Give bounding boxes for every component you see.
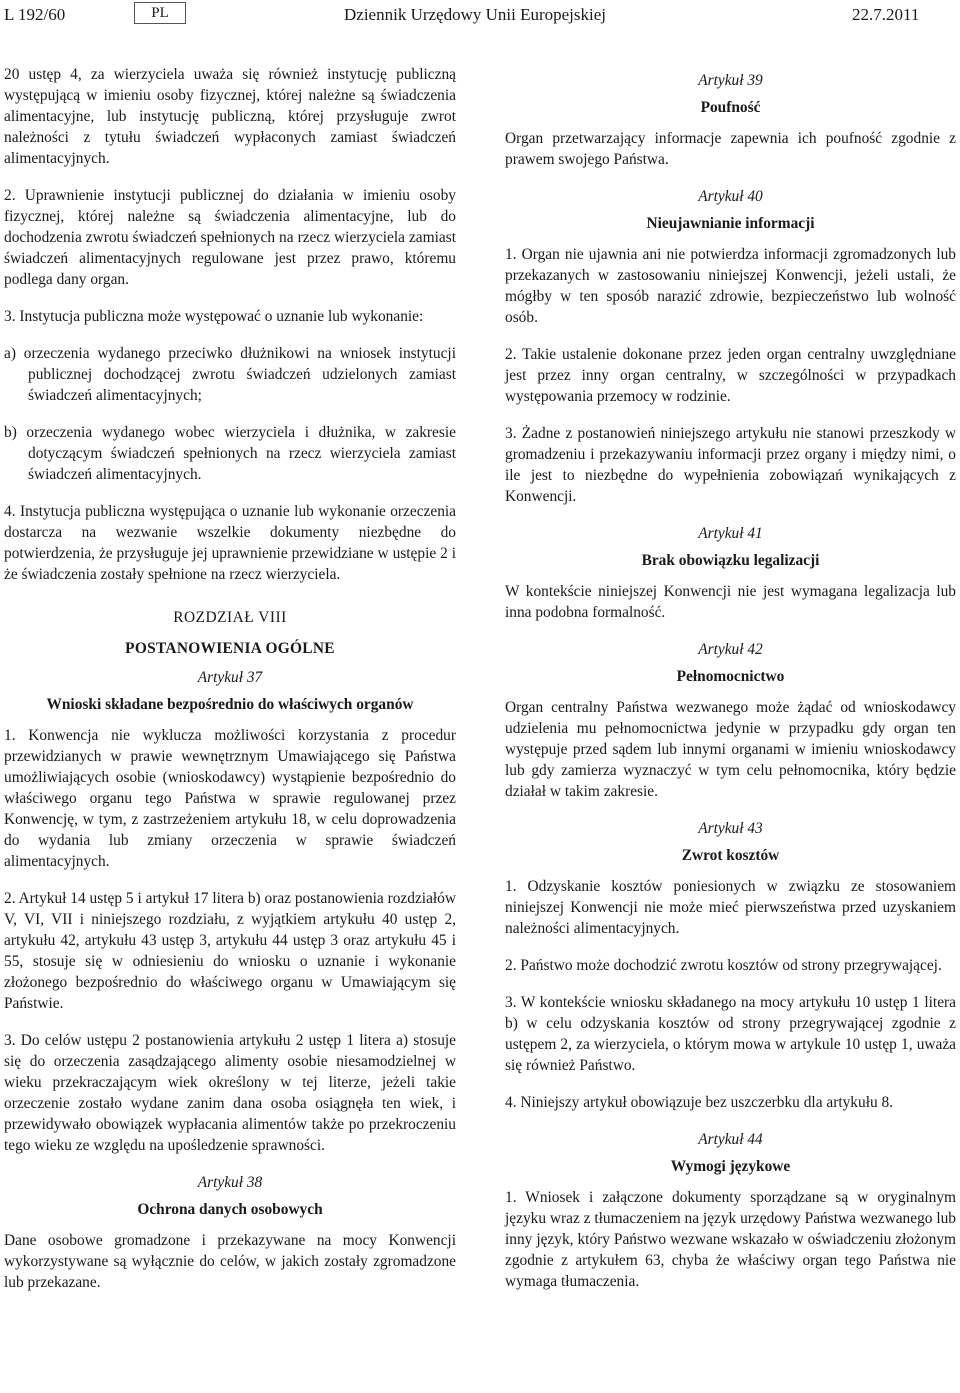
page-header: [0, 0, 960, 30]
article-number: Artykuł 44: [698, 1131, 763, 1148]
page-number: L 192/60: [4, 5, 66, 24]
paragraph: 1. Konwencja nie wyklucza możliwości korzystania z procedur przewidzianych w prawie wewnętrznym Umawiającego się Państwa umożliwiających osobie (wnioskodawcy) wystąpienie bezpośrednio do właściwego organu tego Państwa w sprawie regulowanej przez Konwencję, w tym, z zastrzeżeniem artykułu 18, w celu doprowadzenia do wydania lub zmiany orzeczenia w sprawie świadczeń alimentacyjnych.: [4, 727, 456, 870]
paragraph: 1. Odzyskanie kosztów poniesionych w związku ze stosowaniem niniejszej Konwencji nie może mieć pierwszeństwa przed uzyskaniem należności alimentacyjnych.: [505, 878, 956, 937]
paragraph: 3. Instytucja publiczna może występować o uznanie lub wykonanie:: [4, 308, 424, 325]
paragraph: 4. Instytucja publiczna występująca o uznanie lub wykonanie orzeczenia dostarcza na wezwanie wszelkie dokumenty niezbędne do potwierdzenia, że przysługuje jej uprawnienie przewidziane w ustępie 2 i że świadczenia zostały spełnione na rzecz wierzyciela.: [4, 503, 456, 583]
paragraph: 3. Żadne z postanowień niniejszego artykułu nie stanowi przeszkody w gromadzeniu i przekazywaniu informacji przez organy i między nimi, o ile jest to niezbędne do wypełnienia zobowiązań wynikających z Konwencji.: [505, 425, 956, 505]
article-title: Ochrona danych osobowych: [137, 1201, 323, 1218]
left-column: [4, 64, 456, 1309]
publication-date: 22.7.2011: [852, 5, 920, 24]
article-number: Artykuł 37: [197, 669, 263, 686]
article-number: Artykuł 38: [197, 1174, 263, 1191]
article-title: Nieujawnianie informacji: [646, 215, 815, 232]
paragraph: 2. Artykuł 14 ustęp 5 i artykuł 17 litera b) oraz postanowienia rozdziałów V, VI, VII i niniejszego rozdziału, z wyjątkiem artykułu 40 ustęp 2, artykułu 42, artykułu 43 ustęp 3, artykułu 44 ustęp 3 oraz artykułu 45 i 55, stosuje się w odniesieniu do wniosku o uznanie i wykonanie złożonego bezpośrednio do właściwego organu w Umawiającym się Państwie.: [4, 890, 456, 1012]
list-item: a) orzeczenia wydanego przeciwko dłużnikowi na wniosek instytucji publicznej dochodzącej zwrotu świadczeń udzielonych zamiast świadczeń alimentacyjnych;: [4, 345, 456, 404]
article-title: Wnioski składane bezpośrednio do właściwych organów: [46, 696, 414, 713]
article-number: Artykuł 40: [698, 188, 763, 205]
paragraph: 1. Wniosek i załączone dokumenty sporządzane są w oryginalnym języku wraz z tłumaczeniem na język urzędowy Państwa wezwanego lub inny język, który Państwo wezwane wskazało w oświadczeniu złożonym zgodnie z artykułem 63, chyba że właściwy organ tego Państwa nie wymaga tłumaczenia.: [505, 1189, 956, 1290]
paragraph: W kontekście niniejszej Konwencji nie jest wymagana legalizacja lub inna podobna formalność.: [505, 583, 956, 621]
paragraph: 2. Uprawnienie instytucji publicznej do działania w imieniu osoby fizycznej, której należne są świadczenia alimentacyjne, lub do dochodzenia zwrotu świadczeń spełnionych na rzecz wierzyciela zamiast świadczeń alimentacyjnych regulowane jest przez prawo, któremu podlega dany organ.: [4, 187, 456, 288]
chapter-title: POSTANOWIENIA OGÓLNE: [125, 640, 335, 657]
paragraph: 4. Niniejszy artykuł obowiązuje bez uszczerbku dla artykułu 8.: [505, 1094, 894, 1111]
article-title: Pełnomocnictwo: [676, 668, 785, 685]
list-item: b) orzeczenia wydanego wobec wierzyciela i dłużnika, w zakresie dotyczącym świadczeń spełnionych na rzecz wierzyciela zamiast świadczeń alimentacyjnych.: [4, 424, 456, 483]
article-number: Artykuł 42: [698, 641, 763, 658]
article-number: Artykuł 39: [698, 72, 763, 89]
language-badge: PL: [134, 2, 186, 24]
paragraph: 3. Do celów ustępu 2 postanowienia artykułu 2 ustęp 1 litera a) stosuje się do orzeczenia zasądzającego alimenty osobie niesamodzielnej w wieku przekraczającym wiek określony w tej literze, jeżeli takie orzeczenie zostało wydane zanim dana osoba osiągnęła ten wiek, i przewidywało obowiązek wypłacania alimentów także po przekroczeniu tego wieku ze względu na upośledzenie sprawności.: [4, 1032, 456, 1154]
article-title: Poufność: [700, 99, 761, 116]
article-number: Artykuł 43: [698, 820, 763, 837]
right-column: [505, 64, 956, 1308]
paragraph: 1. Organ nie ujawnia ani nie potwierdza informacji zgromadzonych lub przekazanych w zastosowaniu niniejszej Konwencji, jeżeli ustali, że mógłby w ten sposób narazić zdrowie, bezpieczeństwo lub wolność osób.: [505, 246, 956, 326]
article-number: Artykuł 41: [698, 525, 763, 542]
paragraph: 2. Takie ustalenie dokonane przez jeden organ centralny uwzględniane jest przez inny organ centralny, w szczególności w przypadkach występowania przemocy w rodzinie.: [505, 346, 956, 405]
article-title: Wymogi językowe: [670, 1158, 791, 1175]
journal-title: Dziennik Urzędowy Unii Europejskiej: [344, 5, 607, 24]
article-title: Zwrot kosztów: [681, 847, 780, 864]
chapter-number: ROZDZIAŁ VIII: [173, 609, 287, 626]
paragraph: 2. Państwo może dochodzić zwrotu kosztów od strony przegrywającej.: [505, 957, 942, 974]
paragraph: Organ przetwarzający informacje zapewnia ich poufność zgodnie z prawem swojego Państwa.: [505, 130, 956, 168]
paragraph: 3. W kontekście wniosku składanego na mocy artykułu 10 ustęp 1 litera b) w celu odzyskania kosztów od strony przegrywającej zgodnie z ustępem 2, za wierzyciela, o którym mowa w artykule 10 ustęp 1, uważa się również Państwo.: [505, 994, 956, 1074]
paragraph: Organ centralny Państwa wezwanego może żądać od wnioskodawcy udzielenia mu pełnomocnictwa jedynie w przypadku gdy organ ten występuje przed sądem lub innymi organami w imieniu wnioskodawcy lub gdy zamierza wyznaczyć w tym celu pełnomocnika, który będzie działał w takim zakresie.: [505, 699, 956, 800]
paragraph: Dane osobowe gromadzone i przekazywane na mocy Konwencji wykorzystywane są wyłącznie do celów, w jakich zostały zgromadzone lub przekazane.: [4, 1232, 456, 1291]
paragraph: 20 ustęp 4, za wierzyciela uważa się również instytucję publiczną występującą w imieniu osoby fizycznej, której należne są świadczenia alimentacyjne, lub instytucję publiczną, której przysługuje zwrot należności z tytułu świadczeń wypłaconych zamiast świadczeń alimentacyjnych.: [4, 66, 456, 167]
article-title: Brak obowiązku legalizacji: [641, 552, 820, 569]
